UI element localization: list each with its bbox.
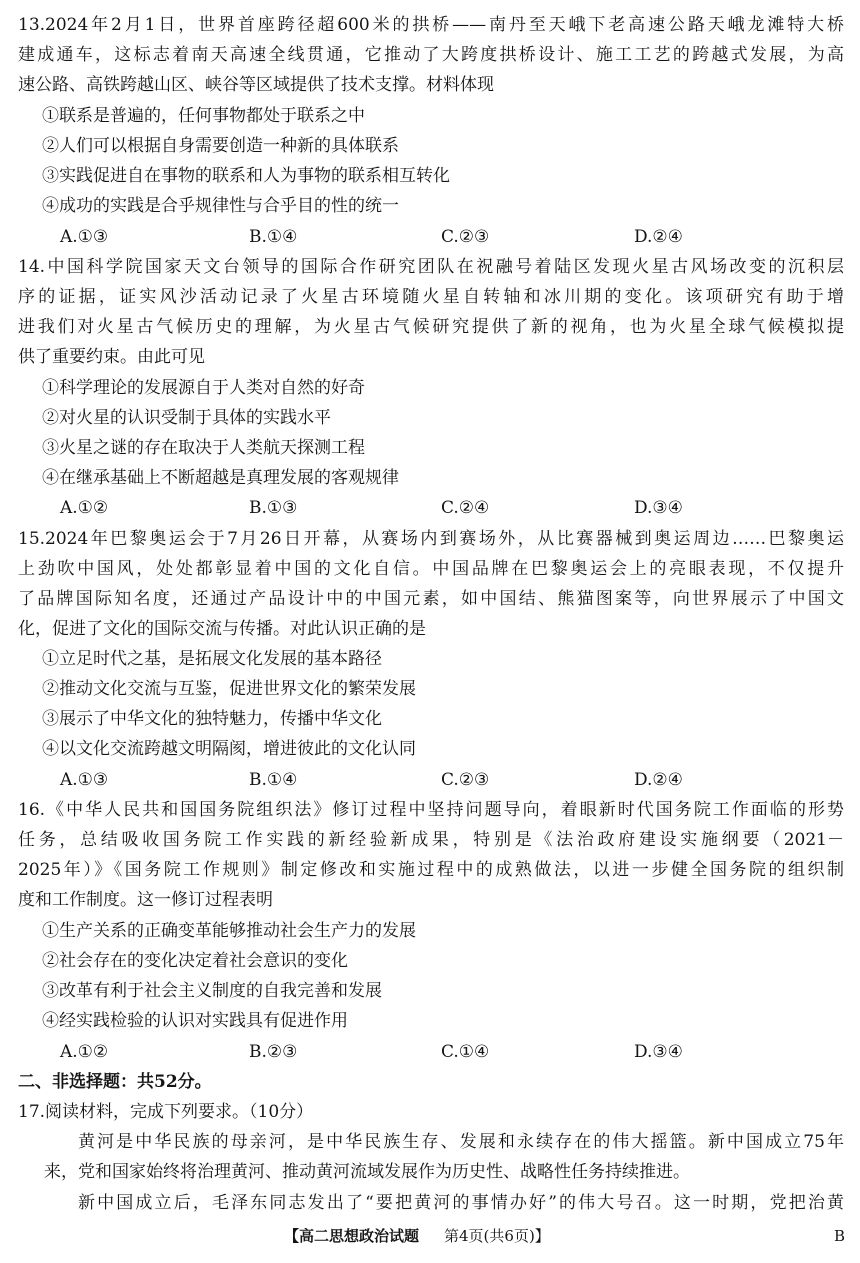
statement: ①立足时代之基，是拓展文化发展的基本路径	[42, 649, 382, 669]
statement: ③实践促进自在事物的联系和人为事物的联系相互转化	[42, 166, 450, 186]
question-stem-line: 任务，总结吸收国务院工作实践的新经验新成果，特别是《法治政府建设实施纲要（2021－	[18, 830, 844, 850]
footer-page-number: 第4页(共6页)】	[444, 1227, 550, 1245]
option-b: B.①④	[249, 770, 298, 790]
question-stem-line: 14.中国科学院国家天文台领导的国际合作研究团队在祝融号着陆区发现火星古风场改变的沉积层	[18, 257, 844, 277]
question-stem-line: 度和工作制度。这一修订过程表明	[18, 890, 273, 910]
statement: ④在继承基础上不断超越是真理发展的客观规律	[42, 468, 399, 488]
statement: ③改革有利于社会主义制度的自我完善和发展	[42, 981, 382, 1001]
question-stem-line: 上劲吹中国风，处处都彰显着中国的文化自信。中国品牌在巴黎奥运会上的亮眼表现，不仅提升	[18, 559, 844, 579]
question-stem-line: 16.《中华人民共和国国务院组织法》修订过程中坚持问题导向，着眼新时代国务院工作面临的形势	[18, 800, 844, 820]
question-stem-line: 建成通车，这标志着南天高速全线贯通，它推动了大跨度拱桥设计、施工工艺的跨越式发展，为高	[18, 45, 844, 65]
question-stem-line: 化，促进了文化的国际交流与传播。对此认识正确的是	[18, 619, 426, 639]
statement: ③展示了中华文化的独特魅力，传播中华文化	[42, 709, 382, 729]
option-d: D.②④	[634, 770, 683, 790]
statement: ④成功的实践是合乎规律性与合乎目的性的统一	[42, 196, 399, 216]
footer-exam-title: 【高二思想政治试题	[284, 1227, 420, 1245]
option-d: D.②④	[634, 227, 683, 247]
question-stem-line: 速公路、高铁跨越山区、峡谷等区域提供了技术支撑。材料体现	[18, 75, 494, 95]
option-c: C.②③	[441, 227, 490, 247]
section-heading: 二、非选择题：共52分。	[18, 1072, 212, 1092]
statement: ②推动文化交流与互鉴，促进世界文化的繁荣发展	[42, 679, 416, 699]
question-stem-line: 进我们对火星古气候历史的理解，为火星古气候研究提供了新的视角，也为火星全球气候模拟提	[18, 317, 844, 337]
option-d: D.③④	[634, 498, 683, 518]
footer-version: B	[834, 1227, 846, 1245]
question-stem-line: 了品牌国际知名度，还通过产品设计中的中国元素，如中国结、熊猫图案等，向世界展示了中国文	[18, 589, 844, 609]
option-d: D.③④	[634, 1042, 683, 1062]
option-b: B.①④	[249, 227, 298, 247]
option-a: A.①②	[60, 1042, 109, 1062]
material-paragraph-line: 黄河是中华民族的母亲河，是中华民族生存、发展和永续存在的伟大摇篮。新中国成立75年	[78, 1132, 844, 1152]
statement: ①联系是普遍的，任何事物都处于联系之中	[42, 106, 365, 126]
material-paragraph-line: 新中国成立后，毛泽东同志发出了“要把黄河的事情办好”的伟大号召。这一时期，党把治黄	[78, 1193, 844, 1213]
statement: ④以文化交流跨越文明隔阂，增进彼此的文化认同	[42, 739, 416, 759]
question-stem-line: 序的证据，证实风沙活动记录了火星古环境随火星自转轴和冰川期的变化。该项研究有助于增	[18, 287, 844, 307]
option-a: A.①③	[60, 227, 109, 247]
question-stem-line: 15.2024年巴黎奥运会于7月26日开幕，从赛场内到赛场外，从比赛器械到奥运周边……巴黎奥运	[18, 529, 844, 549]
statement: ②人们可以根据自身需要创造一种新的具体联系	[42, 136, 399, 156]
option-c: C.①④	[441, 1042, 490, 1062]
statement: ②对火星的认识受制于具体的实践水平	[42, 408, 331, 428]
option-c: C.②③	[441, 770, 490, 790]
option-c: C.②④	[441, 498, 490, 518]
option-b: B.①③	[249, 498, 298, 518]
statement: ②社会存在的变化决定着社会意识的变化	[42, 951, 348, 971]
material-paragraph-line: 来，党和国家始终将治理黄河、推动黄河流域发展作为历史性、战略性任务持续推进。	[44, 1162, 690, 1182]
option-a: A.①②	[60, 498, 109, 518]
question-stem-line: 2025年）》《国务院工作规则》制定修改和实施过程中的成熟做法，以进一步健全国务院的组织制	[18, 860, 844, 880]
statement: ③火星之谜的存在取决于人类航天探测工程	[42, 438, 365, 458]
statement: ④经实践检验的认识对实践具有促进作用	[42, 1011, 348, 1031]
option-b: B.②③	[249, 1042, 298, 1062]
question-17-title: 17.阅读材料，完成下列要求。（10分）	[18, 1102, 314, 1122]
question-stem-line: 13.2024年2月1日，世界首座跨径超600米的拱桥——南丹至天峨下老高速公路天峨龙滩特大桥	[18, 15, 844, 35]
statement: ①生产关系的正确变革能够推动社会生产力的发展	[42, 921, 416, 941]
option-a: A.①③	[60, 770, 109, 790]
question-stem-line: 供了重要约束。由此可见	[18, 347, 205, 367]
statement: ①科学理论的发展源自于人类对自然的好奇	[42, 378, 365, 398]
